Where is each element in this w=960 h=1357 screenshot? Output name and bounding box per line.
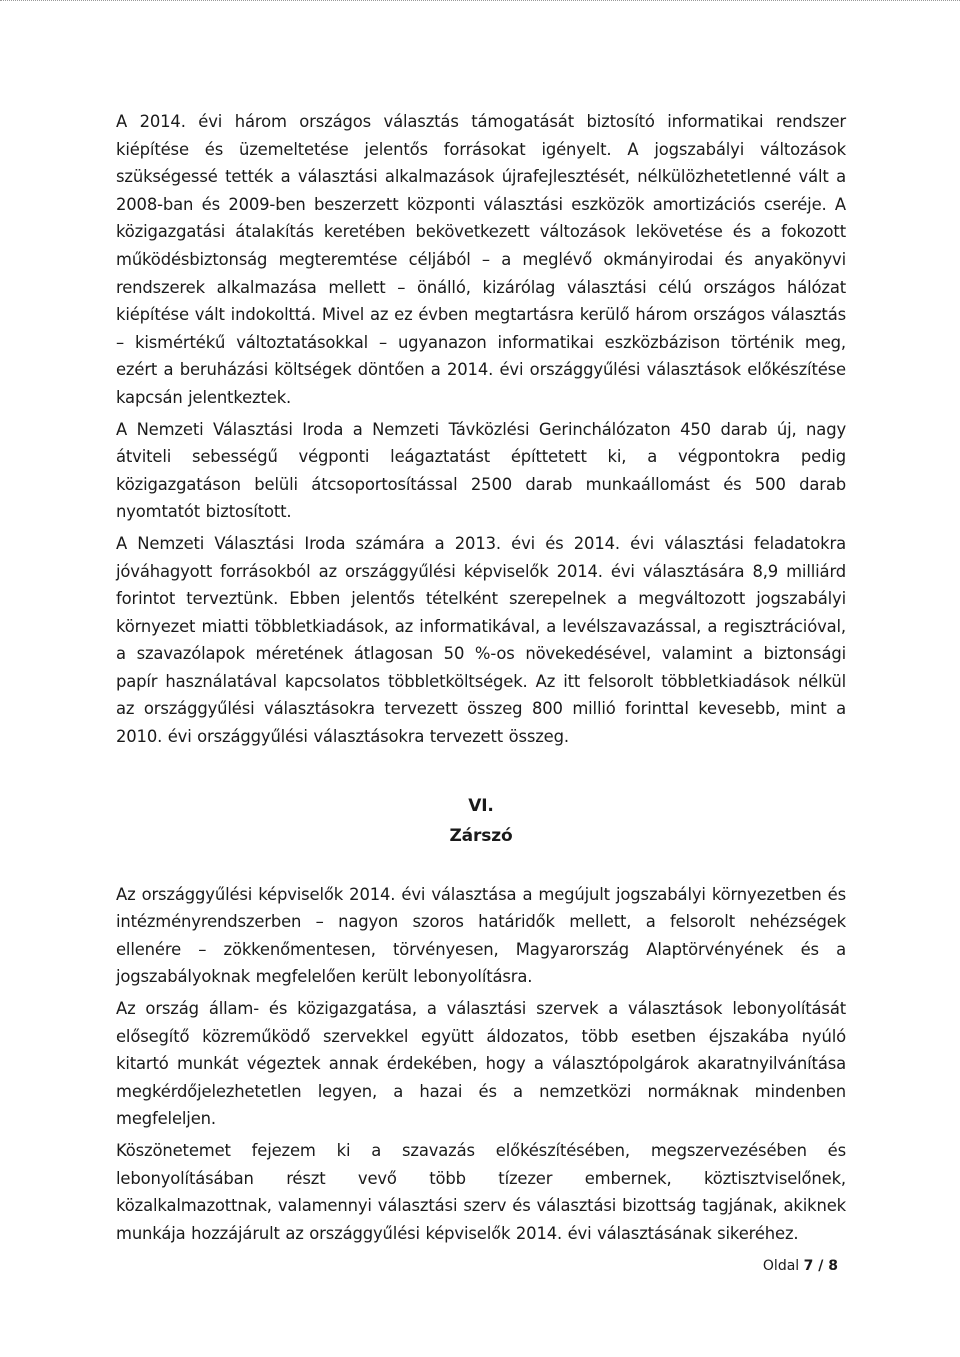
section-title: Zárszó [449,825,513,846]
page-top-edge [0,0,960,4]
paragraph-it-system: A 2014. évi három országos választás támogatását biztosító informatikai rendszer kiépítése és üzemeltetése jelentős forrásokat igényelt. A jogszabályi változások szükségessé tették a választási alkalmazások újrafejlesztését, nélkülözhetetlenné vált a 2008-ban és 2009-ben beszerzett központi választási eszközök amortizációs cseréje. A közigazgatási átalakítás keretében bekövetkezett változások lekövetése és a fokozott működésbiztonság megteremtése céljából – a meglévő okmányirodai és anyakönyvi rendszerek alkalmazása mellett – önálló, kizárólag választási célú országos hálózat kiépítése vált indokolttá. Mivel az ez évben megtartásra kerülő három országos választás – kismértékű változtatásokkal – ugyanazon informatikai eszközbázison történik meg, ezért a beruházási költségek döntően a 2014. évi országgyűlési választások előkészítése kapcsán jelentkeztek. [116,112,846,407]
paragraph-conclusion: Az országgyűlési képviselők 2014. évi választása a megújult jogszabályi környezetben és intézményrendszerben – nagyon szoros határidők mellett, a felsorolt nehézségek ellenére – zökkenőmentesen, törvényesen, Magyarország Alaptörvényének és a jogszabályoknak megfelelően került lebonyolításra. [116,884,846,987]
footer-separator: / [813,1258,829,1274]
paragraph-budget: A Nemzeti Választási Iroda számára a 2013. évi és 2014. évi választási feladatokra jóváhagyott forrásokból az országgyűlési képviselők 2014. évi választására 8,9 milliárd forintot terveztünk. Ebben jelentős tételként szerepelnek a megváltozott jogszabályi környezet miatti többletkiadások, az informatikával, a levélszavazással, a regisztrációval, a szavazólapok méretének átlagosan 50 %-os növekedésével, valamint a biztonsági papír használatával kapcsolatos többletköltségek. Az itt felsorolt többletkiadások nélkül az országgyűlési választásokra tervezett összeg 800 millió forinttal kevesebb, mint a 2010. évi országgyűlési választásokra tervezett összeg. [116,533,846,747]
paragraph-network-endpoints: A Nemzeti Választási Iroda a Nemzeti Távközlési Gerinchálózaton 450 darab új, nagy átviteli sebességű végponti leágaztatást építtetett ki, a végpontokra pedig közigazgatáson belüli átcsoportosítással 2500 darab munkaállomást és 500 darab nyomtatót biztosított. [116,419,846,522]
section-heading [116,791,846,851]
document-body [116,108,846,1251]
paragraph-thanks: Köszönetemet fejezem ki a szavazás előkészítésében, megszervezésében és lebonyolításában részt vevő több tízezer embernek, köztisztviselőnek, közalkalmazottnak, valamennyi választási szerv és választási bizottság tagjának, akiknek munkája hozzájárult az országgyűlési képviselők 2014. évi választásának sikeréhez. [116,1141,846,1243]
section-number: VI. [468,795,494,816]
page-footer [763,1258,838,1274]
footer-current-page: 7 [803,1258,814,1274]
paragraph-effort: Az ország állam- és közigazgatása, a választási szervek a választások lebonyolítását elősegítő közreműködő szervekkel együtt áldozatos, több esetben éjszakába nyúló kitartó munkát végeztek annak érdekében, hogy a választópolgárok akaratnyilvánítása megkérdőjelezhetetlen legyen, a hazai és a nemzetközi normáknak mindenben megfeleljen. [116,999,846,1129]
footer-total-pages: 8 [828,1258,838,1274]
footer-prefix: Oldal [762,1258,804,1274]
